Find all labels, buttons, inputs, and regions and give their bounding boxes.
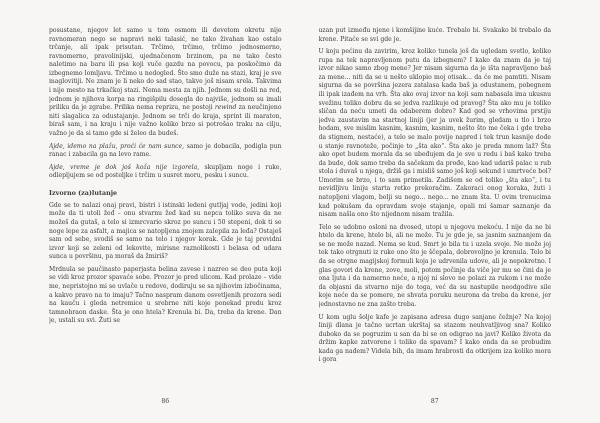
paragraph-text: skupljam noge i ruke, odlepljujem se od posteljke i trčim u susret moru, pesku i suncu. xyxy=(49,163,282,180)
paragraph: Gde se to nalazi onaj pravi, bistri i istinski ledeni gutljaj vode, jedini koji može da ti utoli žeđ – onu stvarnu žeđ kad su nepca toliko suva da ne možeš da gutaš, a telo si izmrcvario skroz po suncu i 50 stepeni, dok ti se noge lepe za asfalt, a majica se natopljena znojem zalepila za leđa? Ostaješ sam od sebe, svodiš se samo na telo i njegov korak. Gde je taj providni izvor koji se zeleni od lekovite, mirisne raznolikosti i belasa od udara sunca u površinu, pa moraš da žmiriš? xyxy=(49,201,282,261)
paragraph-text: samo je dobacila, podigla pun ranac i zabacila ga na levo rame. xyxy=(49,142,282,159)
paragraph-italic-lead: Ajde, idemo na plažu, proći će nam sunce, xyxy=(49,142,185,150)
paragraph-text: za neučinjeno niti slagalica za odustajanje. Jednom se trči do kraja, sprint ili maraton, biraš sam, i na kraju i nije važno koliko brzo si potrošao traku na cilju, važno je da si tamo gde si želeo da budeš. xyxy=(49,104,282,137)
paragraph xyxy=(49,164,282,181)
paragraph xyxy=(49,27,282,139)
paragraph: Telo se udobno osloni na dvosed, utopi u njegovu mekoću. I nije da ne bi htelo da krene, htelo bi, ali ne može. Tu je gde je, sa jasnim saznanjem da se ne može nazad. Nema se kud. Smrt je bila tu i uzela svoje. Ne može joj tek tako otrgnuti iz ruke ono što je ščepala, dobrovoljno je krenula. Telo bi da se otrgne magijskoj formuli koja je udrvenila udove, ali je nepokretno. I glas govori da krene, zove, moli, potom počinje da viče jer mu se čini da je ona ljuta i da namerno neće, a njoj ni slovo ne polazi za rukom i ne može da objasni da stvarno nije do toga, već da su nastupile neodgodive sile koje neće da se pomere, ne shvata poruku neurona da treba da krene, jer jednostavno ne zna zašto treba. xyxy=(318,223,551,308)
section-heading: Izvorno (za)lutanje xyxy=(49,188,118,197)
page-left xyxy=(49,27,282,405)
page-number-left: 86 xyxy=(161,398,170,405)
page-right-text xyxy=(319,27,552,385)
paragraph: U kom uglu šolje kafe je zapisana adresa dugo sanjane čežnje? Na kojoj liniji dlana je tačno ucrtan ukrštaj sa stazom neuhvatljivog sna? Koliko duboko da se pogruzim u san da bi se on odigrao na javi? Koliko života da držim kapke zatvorene i toliko da spavam? I kako onda da se probudim kada ga nađem? Videla bih, da imam hrabrosti da otkrijem iza koliko mora i gora xyxy=(318,313,551,364)
page-right xyxy=(319,27,552,405)
paragraph-italic-lead: Ajde, vreme je dok još koža nije izgorela, xyxy=(49,163,200,171)
paragraph: uzan put između njene i komšijine kuće. Trebalo bi. Svakako bi trebalo da krene. Pitaće se svi gde je. xyxy=(318,27,551,43)
paragraph xyxy=(49,143,282,160)
page-number-right: 87 xyxy=(430,398,439,405)
paragraph-italic-word: rewind xyxy=(214,104,237,112)
paragraph: U koju pećinu da zavirim, kroz koliko tunela još da ugledam svetlo, koliko rupa na tek napravljenom putu da izbegnem? I kako da znam da je taj izvor nikao samo zbog mene? Jer nisam sigurna da je išta napravljeno baš za mene... niti da se u nešto uklopio moj otisak... da će me pamtiti. Nisam sigurna da se površina jezera zatalasa kada baš ja odustanem, pobegnem ili ipak izađem na vrh. Šta ako ovaj izvor na koji sam nabasala ima ukusnu svežinu toliko dobru da se jedva razlikuje od pravog? Šta ako mu je toliko sličan da neću umeti da odaberem dobro? Kad god se vrhovima prstiju jedva zaustavim na startnoj liniji (jer ja uvek žurim, gledam u tlo i brzo hodam, sve mislim kasnim, kasnim, kasnim, nešto što me čeka i gde treba da stignem, nestaće), a telo se malo povije napred i tek trun kasnije dođe u stanje ravnoteže, počinje to „šta ako“. Šta ako je preda mnom laž? Šta ako opet budem morala da se ubeđujem da je sve u redu i baš kako treba da bude, dok samo treba da sačekam da prođe, kao kad udariš palac u rub stola i duvaš u njega, držiš ga i misliš samo još koji sekund i umrtveće bol? Umorim se brzo, i to sam primetila. Zadišem se od toliko „šta ako“, i tu nevidljivu liniju starta retko prekoračim. Zakoraci onog koraka, žuti i natopljeni vlagom, bolji su nego... nego... ne znam šta. U ovim trenucima kad pokušam da opravdam svoje stajanje, opali mi šamar saznanje da nisam našla ono što nijednom nisam tražila. xyxy=(318,48,551,219)
page-left-text xyxy=(49,27,282,385)
paragraph: Mrdnula se paučinasto paperjasta belina zavese i nazreo se deo puta koji se vidi kroz prozor spavaće sobe. Prozor je pred ulicom. Kad prolaze – vide me, nepristojno mi se uvlače u redove, dodiruju se sa njihovim izbočinama, a kakvo pravo na to imaju? Tačno naspram danom osvetljenih prozora sedi na kauču i gleda netremice u srebrne niti koje ponekad predu kroz tamnobraon daske. Šta je ono htela? Krenula bi. Da, treba da krene. Dan je, ustali su svi. Žuti se xyxy=(49,265,282,325)
paragraph-text: posustane, njegov let samo u tom osmom ili devetom okretu nije ravnomeran nego se napravi neki talasić, ne tako živahan kao ostalo trčanje, ali ipak prisutan. Trčimo, trčimo, trčimo jednosmerno, ravnomerno, pravolinijski, ujednačenom brzinom, pa ne tako često naletimo na baru ili psa koji vuče gazdu na povocu, pa poskočimo da izbegnemo lomljavu. Trčimo u nedogled. Što smo duže na stazi, kraj je sve maglovitiji. Ne znam je li neko do sad stao, takve još nisam srela. Takvima i nije mesto na trkačkoj stazi. Nema mesta za njih. Jednom su došli na red, jednom je njihova korpa na ringišpilu dosegla do najviše, jednom su imali priliku da je zgrabe. Prilika nema reprizu, ne postoji xyxy=(49,27,282,112)
